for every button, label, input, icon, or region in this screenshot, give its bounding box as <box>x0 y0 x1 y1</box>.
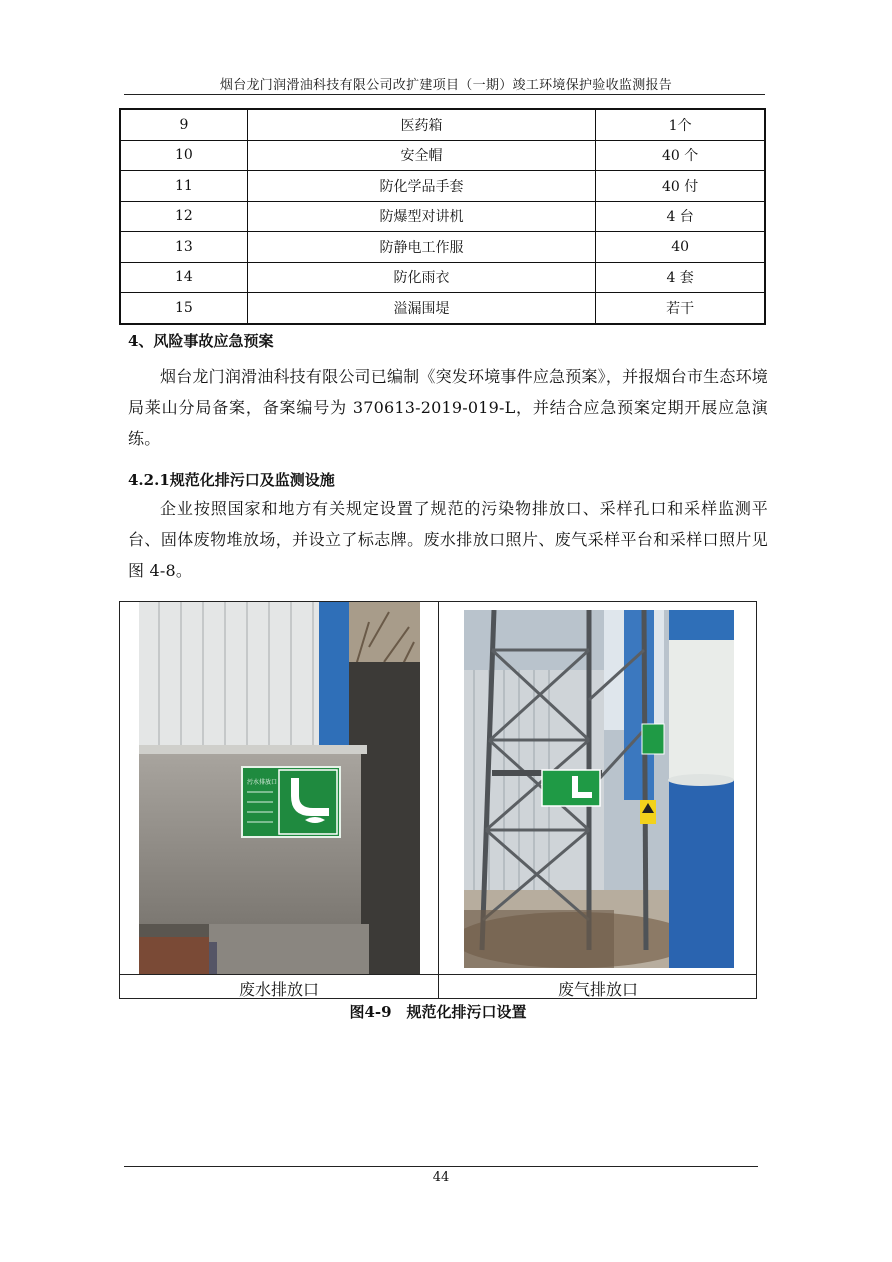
header-rule <box>124 94 765 95</box>
table-row <box>120 262 765 293</box>
wastewater-outlet-photo <box>139 602 420 974</box>
exhaust-outlet-photo <box>464 610 734 968</box>
exhaust-photo-drawing <box>464 610 734 968</box>
wastewater-photo-drawing <box>139 602 420 974</box>
paragraph-outlet: 企业按照国家和地方有关规定设置了规范的污染物排放口、采样孔口和采样监测平台、固体废物堆放场，并设立了标志牌。废水排放口照片、废气采样平台和采样口照片见图 4-8。 <box>128 499 768 580</box>
table-row <box>120 109 765 140</box>
table-row <box>120 293 765 324</box>
item-name: 安全帽 <box>247 140 595 171</box>
section-heading-outlet: 4.2.1规范化排污口及监测设施 <box>128 471 335 489</box>
equipment-table <box>119 108 766 325</box>
row-number: 14 <box>120 262 247 293</box>
item-name: 防爆型对讲机 <box>247 201 595 232</box>
table-row <box>120 232 765 263</box>
item-quantity: 40 <box>596 232 765 263</box>
item-quantity: 若干 <box>596 293 765 324</box>
figure-caption: 图4-9 规范化排污口设置 <box>349 1003 527 1021</box>
item-quantity: 4 台 <box>596 201 765 232</box>
page-header-title: 烟台龙门润滑油科技有限公司改扩建项目（一期）竣工环境保护验收监测报告 <box>219 78 673 93</box>
right-photo-caption: 废气排放口 <box>557 980 638 999</box>
table-row <box>120 140 765 171</box>
item-quantity: 4 套 <box>596 262 765 293</box>
item-quantity: 40 个 <box>596 140 765 171</box>
section-heading-risk: 4、风险事故应急预案 <box>128 332 274 350</box>
item-name: 溢漏围堤 <box>247 293 595 324</box>
row-number: 12 <box>120 201 247 232</box>
item-quantity: 1个 <box>596 109 765 140</box>
paragraph-risk: 烟台龙门润滑油科技有限公司已编制《突发环境事件应急预案》，并报烟台市生态环境局莱山分局备案，备案编号为 370613-2019-019-L，并结合应急预案定期开展应急演练。 <box>128 367 768 448</box>
item-name: 防化学品手套 <box>247 171 595 202</box>
row-number: 13 <box>120 232 247 263</box>
item-quantity: 40 付 <box>596 171 765 202</box>
left-photo-caption: 废水排放口 <box>238 980 319 999</box>
row-number: 9 <box>120 109 247 140</box>
row-number: 10 <box>120 140 247 171</box>
item-name: 防化雨衣 <box>247 262 595 293</box>
row-number: 15 <box>120 293 247 324</box>
item-name: 防静电工作服 <box>247 232 595 263</box>
figure-box <box>119 601 757 999</box>
table-row <box>120 171 765 202</box>
row-number: 11 <box>120 171 247 202</box>
figure-divider <box>438 602 439 998</box>
footer-rule <box>124 1166 758 1167</box>
table-row <box>120 201 765 232</box>
figure-caption-row-rule <box>120 974 756 975</box>
item-name: 医药箱 <box>247 109 595 140</box>
page-number: 44 <box>432 1170 450 1185</box>
sign-label: 污水排放口 <box>247 779 278 786</box>
